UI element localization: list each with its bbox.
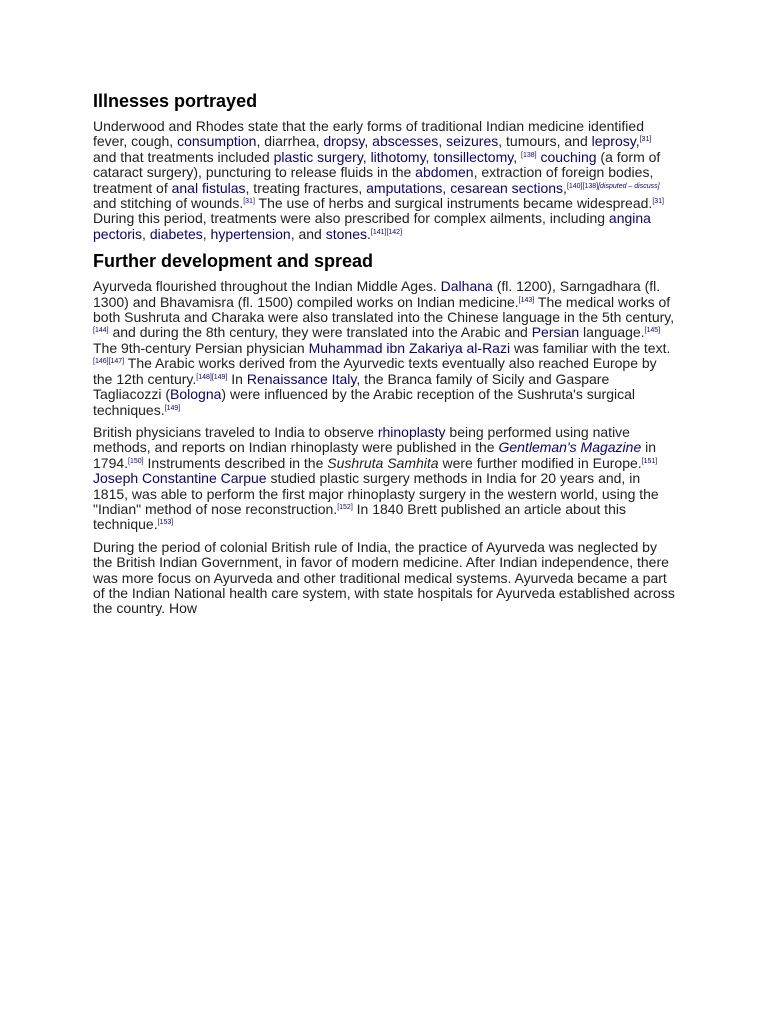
citation-ref[interactable]: [138]: [521, 151, 537, 159]
wiki-link[interactable]: tonsillectomy: [433, 148, 514, 165]
wiki-link[interactable]: abscesses: [372, 133, 439, 150]
citation-ref[interactable]: [31]: [652, 198, 664, 206]
citation-ref[interactable]: [143]: [518, 296, 535, 304]
citation-ref[interactable]: [140][138]: [566, 182, 599, 190]
paragraph: During the period of colonial British rule of India, the practice of Ayurveda was neglected by the British Indian Government, in favor of modern medicine. After Indian independence, there was more focus on Ayurveda and other traditional medical systems. Ayurveda became a part of the Indian National health care system, with state hospitals for Ayurveda established across the country. How: [93, 538, 675, 617]
citation-ref[interactable]: [150]: [128, 457, 144, 465]
wiki-link[interactable]: consumption: [177, 133, 257, 150]
wiki-link[interactable]: Gentleman's Magazine: [498, 439, 642, 456]
wiki-link[interactable]: Dalhana: [440, 278, 493, 295]
wiki-link[interactable]: abdomen: [415, 164, 474, 181]
citation-ref[interactable]: [31]: [243, 198, 255, 206]
paragraph: Ayurveda flourished throughout the Indian Middle Ages. Dalhana (fl. 1200), Sarngadhara (fl. 1300) and Bhavamisra (fl. 1500) compiled works on Indian medicine.[143] The medical works of both Sushruta and Charaka were also translated into the Chinese language in the 5th century,[144] and during the 8th century, they were translated into the Arabic and Persian language.[145] The 9th-century Persian physician Muhammad ibn Zakariya al-Razi was familiar with the text.[146][147] The Arabic works derived from the Ayurvedic texts eventually also reached Europe by the 12th century.[148][149] In Renaissance Italy, the Branca family of Sicily and Gaspare Tagliacozzi (Bologna) were influenced by the Arabic reception of the Sushruta's surgical techniques.[149]: [93, 278, 675, 418]
wiki-link[interactable]: amputations: [366, 179, 443, 196]
citation-ref[interactable]: [149]: [164, 404, 181, 412]
wiki-link[interactable]: rhinoplasty: [377, 423, 446, 440]
citation-ref[interactable]: [145]: [644, 327, 661, 335]
paragraph: Underwood and Rhodes state that the early forms of traditional Indian medicine identified fever, cough, consumption, diarrhea, dropsy, abscesses, seizures, tumours, and leprosy,[31] and that treatments included plastic surgery, lithotomy, tonsillectomy, [138] couching (a form of cataract surgery), puncturing to release fluids in the abdomen, extraction of foreign bodies, treatment of anal fistulas, treating fractures, amputations, cesarean sections,[140][138][disputed – discuss] and stitching of wounds.[31] The use of herbs and surgical instruments became widespread.[31] During this period, treatments were also prescribed for complex ailments, including angina pectoris, diabetes, hypertension, and stones.[141][142]: [93, 118, 664, 242]
wiki-link[interactable]: dropsy: [323, 133, 365, 150]
wiki-link[interactable]: angina pectoris: [93, 210, 651, 242]
wiki-link[interactable]: leprosy: [591, 133, 636, 150]
italic-title: Sushruta Samhita: [327, 454, 439, 471]
citation-ref[interactable]: [148][149]: [196, 373, 228, 381]
section-heading: Illnesses portrayed: [93, 91, 258, 111]
wiki-link[interactable]: hypertension: [210, 225, 291, 242]
wiki-link[interactable]: seizures: [446, 133, 499, 150]
disputed-tag[interactable]: [disputed – discuss]: [598, 182, 660, 190]
citation-ref[interactable]: [141][142]: [370, 228, 403, 236]
wiki-link[interactable]: stones: [325, 225, 367, 242]
citation-ref[interactable]: [152]: [337, 503, 353, 511]
paragraph: British physicians traveled to India to observe rhinoplasty being performed using native methods, and reports on Indian rhinoplasty were published in the Gentleman's Magazine in 1794.[150] Instruments described in the Sushruta Samhita were further modified in Europe.[151] Joseph Constantine Carpue studied plastic surgery methods in India for 20 years and, in 1815, was able to perform the first major rhinoplasty surgery in the western world, using the "Indian" method of nose reconstruction.[152] In 1840 Brett published an article about this technique.[153]: [93, 423, 659, 533]
citation-ref[interactable]: [144]: [93, 327, 109, 335]
wiki-link[interactable]: Renaissance Italy: [246, 370, 357, 387]
citation-ref[interactable]: [31]: [639, 136, 652, 144]
wiki-link[interactable]: Joseph Constantine Carpue: [93, 470, 267, 487]
wiki-link[interactable]: plastic surgery: [273, 148, 363, 165]
wiki-link[interactable]: anal fistulas: [171, 179, 246, 196]
wiki-link[interactable]: Persian: [531, 324, 580, 341]
wiki-link[interactable]: Muhammad ibn Zakariya al-Razi: [308, 339, 511, 356]
article-body: [93, 89, 677, 624]
section-heading: Further development and spread: [93, 251, 374, 272]
citation-ref[interactable]: [151]: [641, 457, 658, 465]
wiki-link[interactable]: couching: [540, 148, 597, 165]
citation-ref[interactable]: [146][147]: [93, 358, 125, 366]
citation-ref[interactable]: [153]: [157, 519, 174, 527]
wiki-link[interactable]: Bologna: [170, 386, 222, 403]
wiki-link[interactable]: lithotomy: [370, 148, 426, 165]
wiki-link[interactable]: cesarean sections: [450, 179, 564, 196]
wiki-link[interactable]: diabetes: [149, 225, 203, 242]
